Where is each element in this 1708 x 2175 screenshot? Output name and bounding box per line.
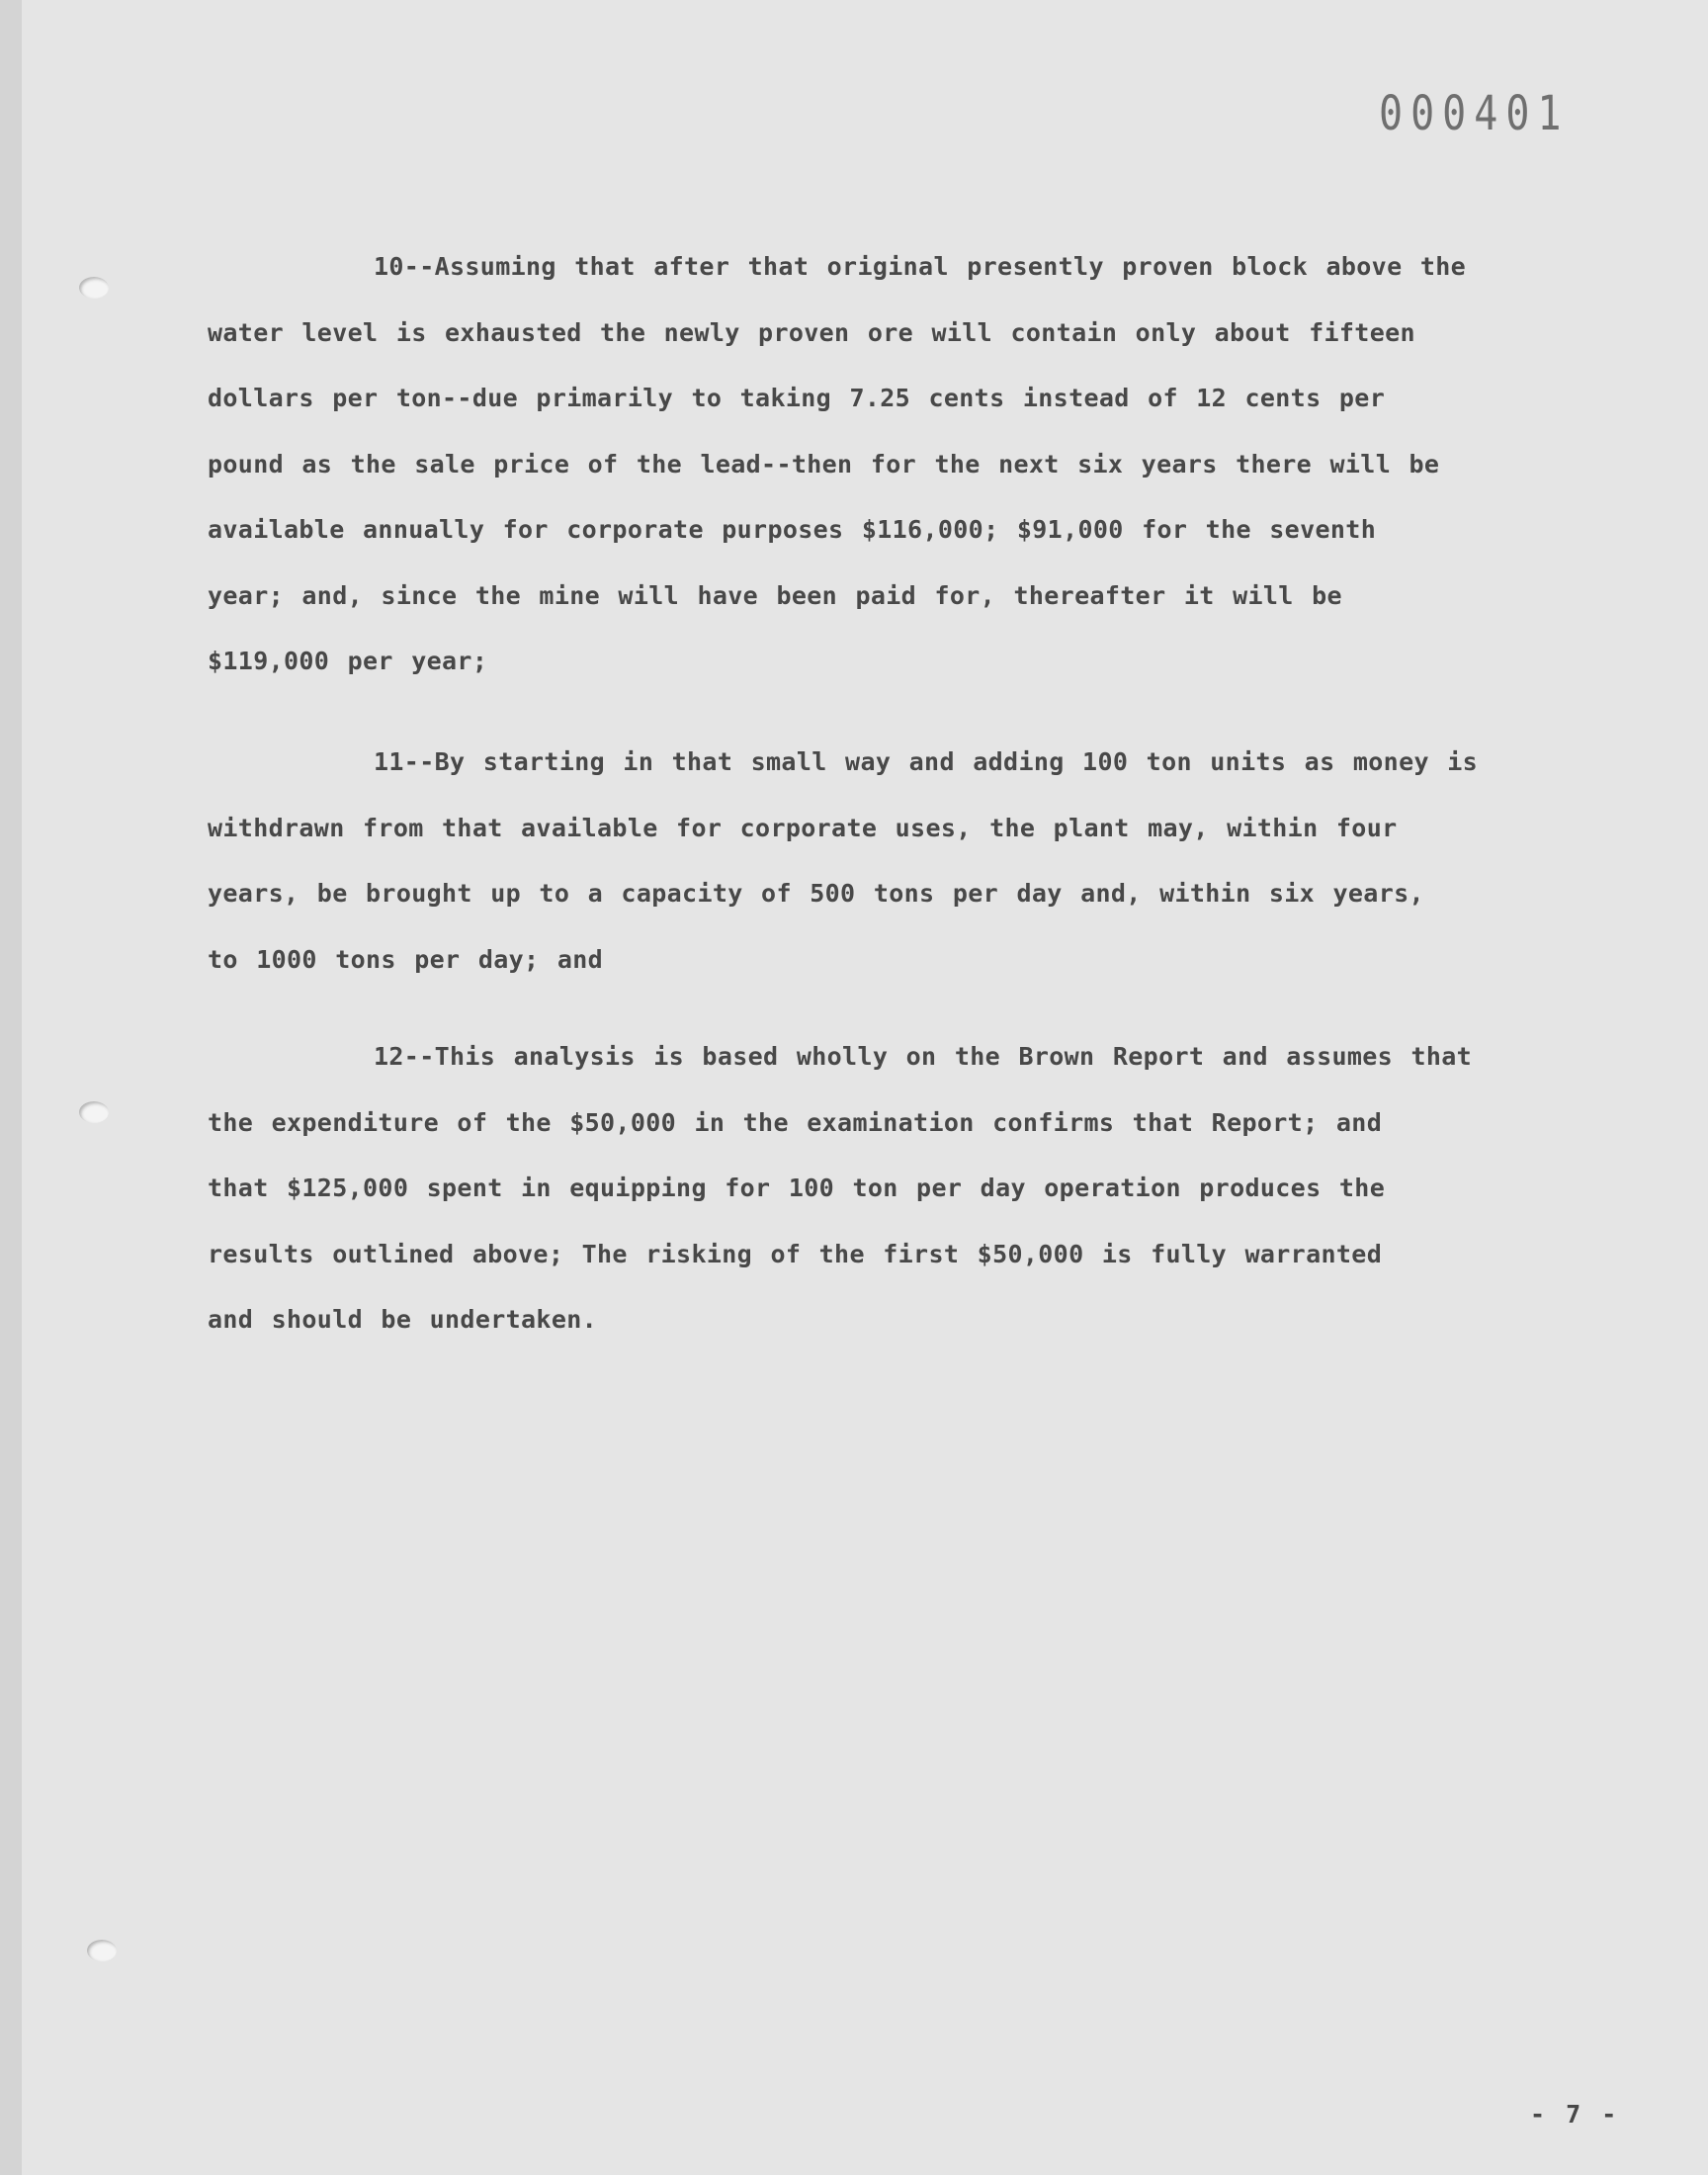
paragraph-12: 12--This analysis is based wholly on the Brown Report and assumes that the expenditure of the $50,000 in the examination confirms that Report; and that $125,000 spent in equipping for 100 ton per day operation produces the results outlined above; The risking of the first $50,000 is fully warranted and should be undertaken. — [208, 1042, 1473, 1334]
paragraph-11: 11--By starting in that small way and adding 100 ton units as money is withdrawn from that available for corporate uses, the plant may, within four years, be brought up to a capacity of 500 tons per day and, within six years, to 1000 tons per day; and — [208, 747, 1479, 974]
punch-hole-icon — [87, 1940, 117, 1961]
punch-hole-icon — [79, 277, 109, 299]
document-number-stamp: 000401 — [1379, 87, 1570, 142]
punch-hole-icon — [79, 1101, 109, 1123]
paragraph-10: 10--Assuming that after that original presently proven block above the water level is exhausted the newly proven ore will contain only about fifteen dollars per ton--due primarily to taking 7.25 cents instead of 12 cents per pound as the sale price of the lead--then for the next six years there will be available annually for corporate purposes $116,000; $91,000 for the seventh year; and, since the mine will have been paid for, thereafter it will be $119,000 per year; — [208, 252, 1467, 675]
page-number: - 7 - — [1530, 2100, 1620, 2129]
page-edge-shadow — [0, 0, 22, 2175]
